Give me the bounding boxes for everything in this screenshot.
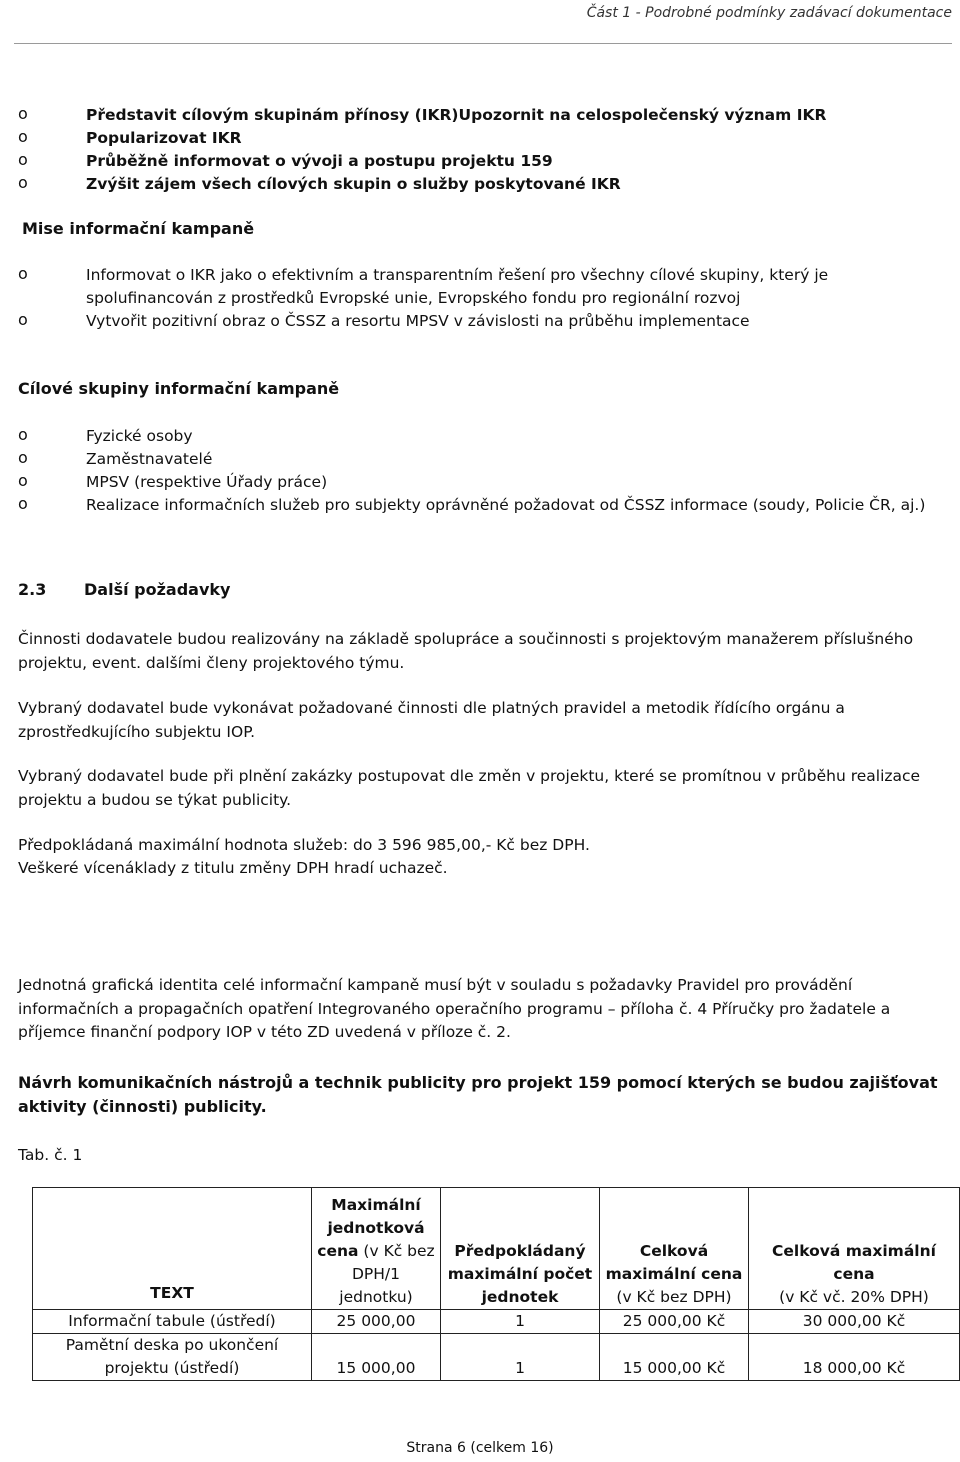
cell-unit-price: 25 000,00: [312, 1310, 441, 1334]
bullet-marker: o: [18, 425, 28, 444]
bullet-marker: o: [18, 173, 28, 192]
table-label: Tab. č. 1: [18, 1146, 83, 1164]
paragraph: Předpokládaná maximální hodnota služeb: do 3 596 985,00,- Kč bez DPH.: [18, 836, 590, 854]
cell-count: 1: [441, 1310, 600, 1334]
header-count: Předpokládaný maximální počet jednotek: [441, 1188, 600, 1310]
cell-total: 25 000,00 Kč: [600, 1310, 749, 1334]
header-unit-price-bold: Maximální jednotková cena: [317, 1196, 425, 1260]
target-item: MPSV (respektive Úřady práce): [86, 473, 328, 491]
header-total: [600, 1188, 749, 1310]
cell-count: 1: [441, 1334, 600, 1381]
page-header: Část 1 - Podrobné podmínky zadávací dokumentace: [586, 5, 952, 21]
bullet-marker: o: [18, 494, 28, 513]
bullet-marker: o: [18, 104, 28, 123]
section-title: Další požadavky: [84, 580, 231, 599]
target-item: Realizace informačních služeb pro subjekty oprávněné požadovat od ČSSZ informace (soudy, Policie ČR, aj.): [86, 496, 926, 514]
cell-text: Pamětní deska po ukončení projektu (ústředí): [33, 1334, 312, 1381]
target-item: Zaměstnavatelé: [86, 450, 213, 468]
bullet-marker: o: [18, 448, 28, 467]
section-number: 2.3: [18, 580, 47, 599]
mission-heading: Mise informační kampaně: [22, 219, 255, 238]
targets-heading: Cílové skupiny informační kampaně: [18, 379, 340, 398]
cell-text: Informační tabule (ústředí): [33, 1310, 312, 1334]
paragraph: Vybraný dodavatel bude při plnění zakázky postupovat dle změn v projektu, které se promítnou v průběhu realizace projektu a budou se týkat publicity.: [18, 767, 921, 809]
cell-total-vat: 30 000,00 Kč: [749, 1310, 960, 1334]
mission-item: Informovat o IKR jako o efektivním a transparentním řešení pro všechny cílové skupiny, který je spolufinancován z prostředků Evropské unie, Evropského fondu pro regionální rozvoj: [86, 266, 829, 307]
paragraph: Jednotná grafická identita celé informační kampaně musí být v souladu s požadavky Pravidel pro provádění informačních a propagačních opatření Integrovaného operačního programu – příloha č. 4 Příručky pro žadatele a příjemce finanční podpory IOP v této ZD uvedená v příloze č. 2.: [18, 976, 891, 1041]
header-unit-price-note: (v Kč bez DPH/1 jednotku): [339, 1242, 435, 1306]
goal-item: Průběžně informovat o vývoji a postupu projektu 159: [86, 152, 553, 170]
paragraph: Činnosti dodavatele budou realizovány na základě spolupráce a součinnosti s projektovým manažerem příslušného projektu, event. dalšími členy projektového týmu.: [18, 630, 914, 672]
paragraph: Veškeré vícenáklady z titulu změny DPH hradí uchazeč.: [18, 859, 448, 877]
header-unit-price: [312, 1188, 441, 1310]
header-total-vat: [749, 1188, 960, 1310]
header-text: TEXT: [33, 1188, 312, 1310]
cell-unit-price: 15 000,00: [312, 1334, 441, 1381]
cell-total-vat: 18 000,00 Kč: [749, 1334, 960, 1381]
goal-item: Popularizovat IKR: [86, 129, 242, 147]
header-total-vat-bold: Celková maximální cena: [772, 1242, 936, 1283]
bullet-marker: o: [18, 264, 28, 283]
header-total-note: (v Kč bez DPH): [616, 1288, 732, 1306]
bullet-marker: o: [18, 471, 28, 490]
bullet-marker: o: [18, 127, 28, 146]
header-divider: [14, 43, 952, 44]
table-row: [33, 1310, 960, 1334]
bullet-marker: o: [18, 310, 28, 329]
mission-item: Vytvořit pozitivní obraz o ČSSZ a resortu MPSV v závislosti na průběhu implementace: [86, 312, 750, 330]
page-footer: Strana 6 (celkem 16): [406, 1440, 554, 1456]
goal-item: Zvýšit zájem všech cílových skupin o služby poskytované IKR: [86, 175, 621, 193]
target-item: Fyzické osoby: [86, 427, 193, 445]
header-total-vat-note: (v Kč vč. 20% DPH): [779, 1288, 929, 1306]
table-row: [33, 1334, 960, 1381]
bold-heading: Návrh komunikačních nástrojů a technik publicity pro projekt 159 pomocí kterých se budou zajišťovat aktivity (činnosti) publicity.: [18, 1073, 938, 1116]
goal-item: Představit cílovým skupinám přínosy (IKR)Upozornit na celospolečenský význam IKR: [86, 106, 827, 124]
cell-total: 15 000,00 Kč: [600, 1334, 749, 1381]
paragraph: Vybraný dodavatel bude vykonávat požadované činnosti dle platných pravidel a metodik řídícího orgánu a zprostředkujícího subjektu IOP.: [18, 699, 845, 741]
bullet-marker: o: [18, 150, 28, 169]
publicity-table: [32, 1187, 960, 1381]
header-total-bold: Celková maximální cena: [605, 1242, 743, 1283]
